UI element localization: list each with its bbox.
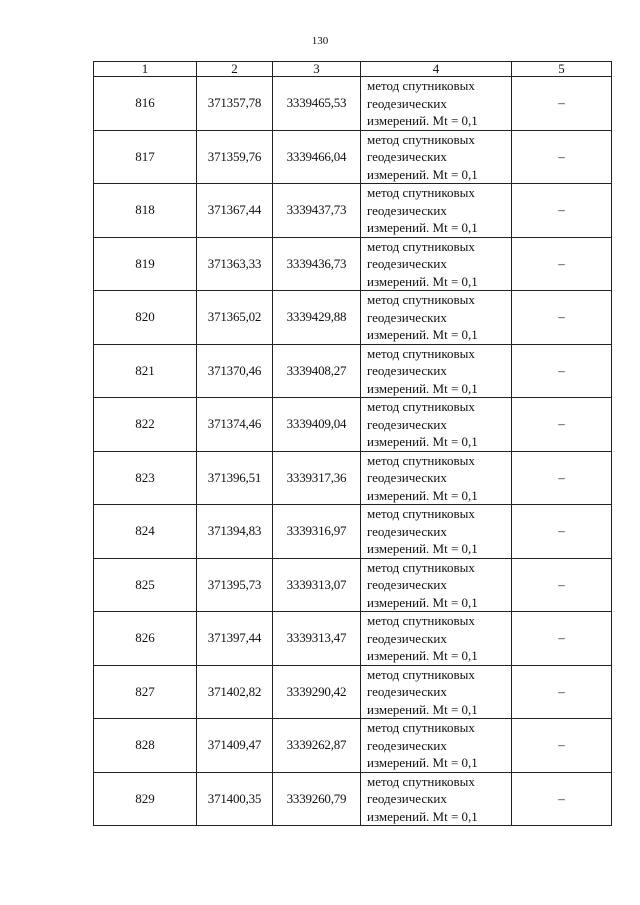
point-number-cell: 819 <box>94 237 197 291</box>
table-row <box>94 451 612 505</box>
method-cell <box>361 398 512 452</box>
method-line: метод спутниковых <box>367 613 475 628</box>
y-coordinate-cell: 3339260,79 <box>273 772 361 826</box>
method-line: метод спутниковых <box>367 452 475 468</box>
method-cell <box>361 237 512 291</box>
method-line: геодезических <box>367 684 447 699</box>
method-line: метод спутниковых <box>367 666 475 682</box>
y-coordinate-cell: 3339262,87 <box>273 719 361 773</box>
y-coordinate-cell: 3339317,36 <box>273 451 361 505</box>
header-col-4: 4 <box>361 62 512 77</box>
x-coordinate-cell: 371370,46 <box>197 344 273 398</box>
method-line: измерений. Mt = 0,1 <box>367 166 478 182</box>
y-coordinate-cell: 3339437,73 <box>273 184 361 238</box>
table-row <box>94 77 612 131</box>
x-coordinate-cell: 371374,46 <box>197 398 273 452</box>
method-line: геодезических <box>367 95 447 111</box>
table-body <box>94 77 612 826</box>
method-line: геодезических <box>367 577 447 592</box>
method-line: измерений. Mt = 0,1 <box>367 648 478 663</box>
x-coordinate-cell: 371397,44 <box>197 612 273 666</box>
table-row <box>94 772 612 826</box>
description-cell: – <box>512 719 612 773</box>
y-coordinate-cell: 3339436,73 <box>273 237 361 291</box>
method-line: метод спутниковых <box>367 399 475 414</box>
description-cell: – <box>512 184 612 238</box>
y-coordinate-cell: 3339316,97 <box>273 505 361 559</box>
method-line: метод спутниковых <box>367 559 475 575</box>
table-row <box>94 558 612 612</box>
x-coordinate-cell: 371359,76 <box>197 130 273 184</box>
method-line: метод спутниковых <box>367 506 475 521</box>
point-number-cell: 827 <box>94 665 197 719</box>
table-row <box>94 719 612 773</box>
description-cell: – <box>512 451 612 505</box>
y-coordinate-cell: 3339429,88 <box>273 291 361 345</box>
method-line: измерений. Mt = 0,1 <box>367 327 478 342</box>
method-line: измерений. Mt = 0,1 <box>367 380 478 396</box>
method-line: измерений. Mt = 0,1 <box>367 755 478 770</box>
table-row <box>94 665 612 719</box>
method-cell <box>361 612 512 666</box>
method-cell <box>361 77 512 131</box>
method-line: измерений. Mt = 0,1 <box>367 487 478 503</box>
method-cell <box>361 719 512 773</box>
y-coordinate-cell: 3339408,27 <box>273 344 361 398</box>
method-cell <box>361 451 512 505</box>
header-row <box>94 62 612 77</box>
description-cell: – <box>512 772 612 826</box>
x-coordinate-cell: 371409,47 <box>197 719 273 773</box>
coordinates-table <box>93 61 612 826</box>
method-line: измерений. Mt = 0,1 <box>367 594 478 610</box>
method-cell <box>361 291 512 345</box>
method-line: геодезических <box>367 630 447 646</box>
y-coordinate-cell: 3339465,53 <box>273 77 361 131</box>
table-row <box>94 291 612 345</box>
method-line: метод спутниковых <box>367 131 475 147</box>
y-coordinate-cell: 3339313,47 <box>273 612 361 666</box>
method-line: метод спутниковых <box>367 292 475 307</box>
x-coordinate-cell: 371357,78 <box>197 77 273 131</box>
method-line: геодезических <box>367 149 447 164</box>
point-number-cell: 818 <box>94 184 197 238</box>
table-row <box>94 130 612 184</box>
header-col-5: 5 <box>512 62 612 77</box>
x-coordinate-cell: 371365,02 <box>197 291 273 345</box>
point-number-cell: 817 <box>94 130 197 184</box>
point-number-cell: 821 <box>94 344 197 398</box>
y-coordinate-cell: 3339466,04 <box>273 130 361 184</box>
point-number-cell: 824 <box>94 505 197 559</box>
point-number-cell: 816 <box>94 77 197 131</box>
table-row <box>94 612 612 666</box>
page-number: 130 <box>311 35 329 47</box>
description-cell: – <box>512 77 612 131</box>
description-cell: – <box>512 558 612 612</box>
method-cell <box>361 772 512 826</box>
point-number-cell: 825 <box>94 558 197 612</box>
description-cell: – <box>512 130 612 184</box>
header-col-1: 1 <box>94 62 197 77</box>
y-coordinate-cell: 3339409,04 <box>273 398 361 452</box>
method-cell <box>361 344 512 398</box>
header-col-3: 3 <box>273 62 361 77</box>
x-coordinate-cell: 371400,35 <box>197 772 273 826</box>
table-row <box>94 237 612 291</box>
method-line: измерений. Mt = 0,1 <box>367 701 478 717</box>
table-row <box>94 344 612 398</box>
method-line: измерений. Mt = 0,1 <box>367 541 478 556</box>
method-line: измерений. Mt = 0,1 <box>367 808 478 824</box>
table-row <box>94 505 612 559</box>
method-line: геодезических <box>367 202 447 218</box>
method-line: геодезических <box>367 523 447 539</box>
method-line: геодезических <box>367 791 447 806</box>
description-cell: – <box>512 612 612 666</box>
y-coordinate-cell: 3339290,42 <box>273 665 361 719</box>
point-number-cell: 823 <box>94 451 197 505</box>
x-coordinate-cell: 371367,44 <box>197 184 273 238</box>
method-line: геодезических <box>367 363 447 378</box>
method-line: метод спутниковых <box>367 720 475 735</box>
x-coordinate-cell: 371396,51 <box>197 451 273 505</box>
description-cell: – <box>512 665 612 719</box>
point-number-cell: 829 <box>94 772 197 826</box>
description-cell: – <box>512 398 612 452</box>
header-col-2: 2 <box>197 62 273 77</box>
table-row <box>94 398 612 452</box>
table-header <box>94 62 612 77</box>
x-coordinate-cell: 371402,82 <box>197 665 273 719</box>
point-number-cell: 828 <box>94 719 197 773</box>
method-line: геодезических <box>367 256 447 271</box>
description-cell: – <box>512 505 612 559</box>
x-coordinate-cell: 371395,73 <box>197 558 273 612</box>
description-cell: – <box>512 344 612 398</box>
method-line: геодезических <box>367 416 447 432</box>
point-number-cell: 826 <box>94 612 197 666</box>
method-line: метод спутниковых <box>367 78 475 93</box>
description-cell: – <box>512 237 612 291</box>
table-row <box>94 184 612 238</box>
method-line: измерений. Mt = 0,1 <box>367 273 478 289</box>
description-cell: – <box>512 291 612 345</box>
point-number-cell: 820 <box>94 291 197 345</box>
x-coordinate-cell: 371363,33 <box>197 237 273 291</box>
method-cell <box>361 665 512 719</box>
method-cell <box>361 558 512 612</box>
method-line: метод спутниковых <box>367 238 475 254</box>
method-line: геодезических <box>367 309 447 325</box>
method-line: геодезических <box>367 470 447 485</box>
method-line: измерений. Mt = 0,1 <box>367 220 478 235</box>
method-cell <box>361 184 512 238</box>
method-line: метод спутниковых <box>367 345 475 361</box>
method-cell <box>361 130 512 184</box>
point-number-cell: 822 <box>94 398 197 452</box>
x-coordinate-cell: 371394,83 <box>197 505 273 559</box>
method-line: измерений. Mt = 0,1 <box>367 434 478 449</box>
method-line: метод спутниковых <box>367 185 475 200</box>
y-coordinate-cell: 3339313,07 <box>273 558 361 612</box>
method-line: метод спутниковых <box>367 773 475 789</box>
method-line: геодезических <box>367 737 447 753</box>
method-line: измерений. Mt = 0,1 <box>367 113 478 128</box>
method-cell <box>361 505 512 559</box>
